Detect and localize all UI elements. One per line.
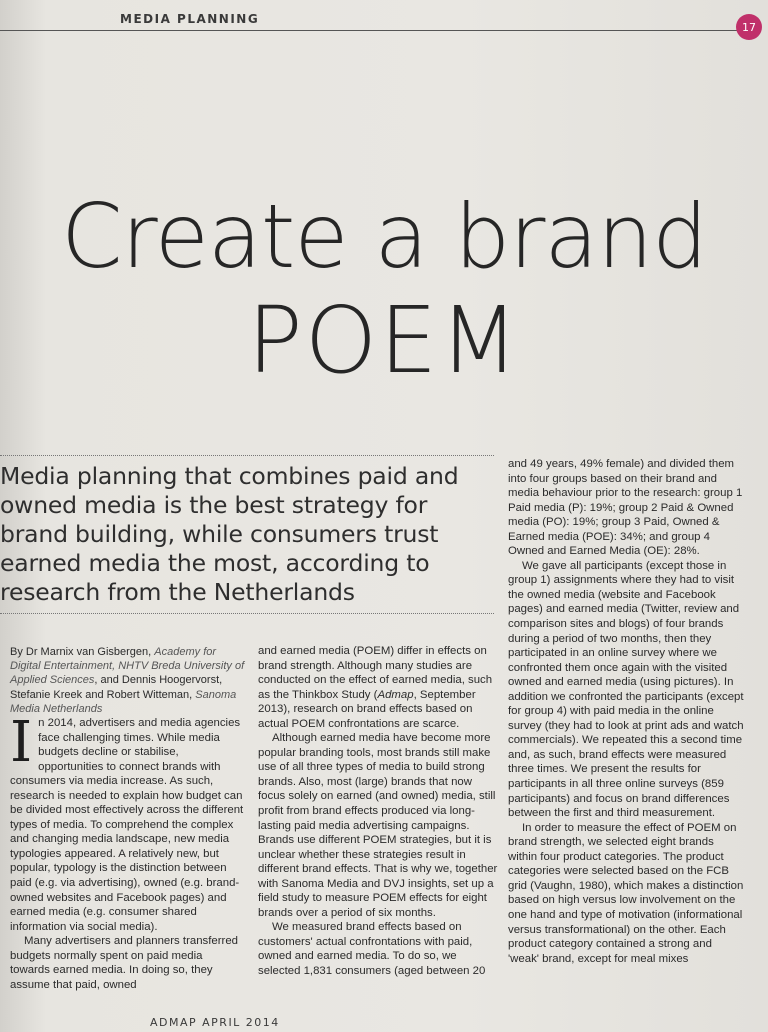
publication-name: Admap bbox=[377, 688, 414, 701]
byline-prefix: By Dr Marnix van Gisbergen, bbox=[10, 646, 155, 658]
page-number-badge: 17 bbox=[736, 14, 762, 40]
paragraph-text: and earned media (POEM) differ in effects on brand strength. Although many studies are conducted on the effect of earned media, such as the Thinkbox Study ( bbox=[258, 645, 493, 701]
paragraph: We measured brand effects based on customers' actual confrontations with paid, owned and earned media. To do so, we selected 1,831 consumers (aged between 20 bbox=[258, 921, 486, 978]
byline-affiliation-1: Academy for Digital Entertainment, NHTV Breda University of Applied Sciences bbox=[10, 646, 245, 687]
section-label: MEDIA PLANNING bbox=[120, 12, 260, 26]
standfirst-bottom-rule bbox=[0, 613, 494, 614]
paragraph-text: , September 2013), research on brand effects based on actual POEM confrontations are scarce. bbox=[258, 688, 476, 730]
column-2 bbox=[258, 644, 498, 979]
paragraph-text: n 2014, advertisers and media agencies face challenging times. While media budgets decline or stabilise, opportunities to connect brands with consumers via media increase. As such, research is needed to explain how budget can be divided most effectively across the different types of media. To comprehend the complex and changing media landscape, new media typologies appeared. A relatively new, but popular, typology is the distinction between paid (e.g. via advertising), owned (e.g. brand-owned websites and Facebook pages) and earned media (e.g. consumer shared information via social media). bbox=[10, 717, 244, 933]
paragraph: Although earned media have become more popular branding tools, most brands still make use of all three types of media to build strong brands. Also, most (large) brands that now focus solely on earned (and owned) media, still profit from brand effects produced via long-lasting paid media advertising campaigns. Brands use different POEM strategies, but it is unclear whether these strategies result in different brand effects. That is why we, together with Sanoma Media and DVJ insights, set up a field study to measure POEM effects for eight brands over a period of six months. bbox=[258, 732, 498, 919]
byline-affiliation-2: Sanoma Media Netherlands bbox=[10, 688, 237, 715]
header-rule bbox=[0, 30, 740, 31]
paragraph: Many advertisers and planners transferred budgets normally spent on paid media towards earned media. In doing so, they assume that paid, owned bbox=[10, 935, 238, 991]
paragraph bbox=[10, 710, 245, 934]
paragraph: In order to measure the effect of POEM on brand strength, we selected eight brands within four product categories. The product categories were selected based on the FCB grid (Vaughn, 1980), which makes a distinction based on high versus low involvement on the one hand and type of motivation (informational versus transformational) on the other. Each product category contained a strong and 'weak' brand, except for meal mixes bbox=[508, 821, 744, 965]
page-footer: ADMAP APRIL 2014 bbox=[150, 1016, 280, 1029]
byline-middle: , and Dennis Hoogervorst, Stefanie Kreek and Robert Witteman, bbox=[10, 674, 223, 701]
drop-cap: I bbox=[10, 710, 33, 776]
article-title bbox=[0, 185, 768, 393]
standfirst: Media planning that combines paid and owned media is the best strategy for brand building, while consumers trust earned media the most, according to research from the Netherlands bbox=[0, 462, 459, 606]
paragraph: and 49 years, 49% female) and divided them into four groups based on their brand and media behaviour prior to the research: group 1 Paid media (P): 19%; group 2 Paid & Owned media (PO): 19%; group 3 Paid, Owned & Earned media (POE): 34%; and group 4 Owned and Earned Media (OE): 28%. bbox=[508, 458, 743, 558]
title-line-2: POEM bbox=[247, 287, 521, 394]
title-line-1: Create a brand bbox=[61, 185, 707, 288]
standfirst-block bbox=[0, 455, 494, 614]
paragraph bbox=[258, 644, 498, 731]
paragraph: We gave all participants (except those in group 1) assignments where they had to visit the owned media (website and Facebook pages) and earned media (Twitter, review and comparison sites and blogs) of four brands during a period of two months, then they participated in an online survey where we confronted them once again with the visited owned and earned media (using pictures). In addition we confronted the participants (except for group 4) with paid media in the online survey (they had to look at print ads and watch commercials). We repeated this a second time and, as such, brand effects were measured three times. We present the results for participants in all three online surveys (859 participants) and focus on brand differences between the first and third measurement. bbox=[508, 559, 744, 820]
byline bbox=[10, 645, 245, 716]
column-1 bbox=[10, 645, 245, 992]
column-3 bbox=[508, 457, 744, 966]
